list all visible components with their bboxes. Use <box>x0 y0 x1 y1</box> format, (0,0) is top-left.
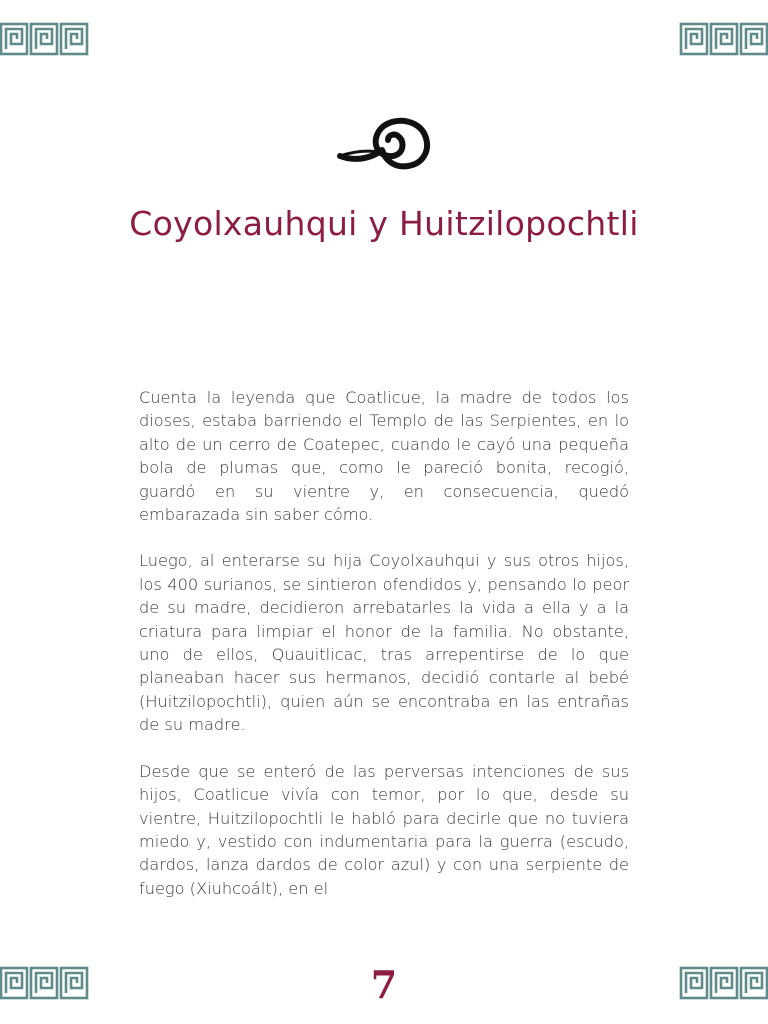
page-number: 7 <box>370 962 398 1007</box>
speech-scroll-icon <box>336 112 432 176</box>
paragraph: Cuenta la leyenda que Coatlicue, la madre de todos los dioses, estaba barriendo el Templo de las Serpientes, en lo alto de un cerro de Coatepec, cuando le cayó una pequeña bola de plumas que, como le pareció bonita, recogió, guardó en su vientre y, en consecuencia, quedó embarazada sin saber cómo. <box>139 388 629 525</box>
greek-fret-top-right-icon <box>678 22 768 56</box>
paragraph: Desde que se enteró de las perversas intenciones de sus hijos, Coatlicue vivía con temor, por lo que, desde su vientre, Huitzilopochtli le habló para decirle que no tuviera miedo y, vestido con indumentaria para la guerra (escudo, dardos, lanza dardos de color azul) y con una serpiente de fuego (Xiuhcoált), en el <box>139 761 629 898</box>
paragraph: Luego, al enterarse su hija Coyolxauhqui y sus otros hijos, los 400 surianos, se sintieron ofendidos y, pensando lo peor de su madre, decidieron arrebatarles la vida a ella y a la criatura para limpiar el honor de la familia. No obstante, uno de ellos, Quauitlicac, tras arrepentirse de lo que planeaban hacer sus hermanos, decidió contarle al bebé (Huitzilopochtli), quien aún se encontraba en las entrañas de su madre. <box>139 551 629 735</box>
greek-fret-top-left-icon <box>0 22 90 56</box>
body-text <box>139 386 629 923</box>
page-title: Coyolxauhqui y Huitzilopochtli <box>129 204 639 243</box>
